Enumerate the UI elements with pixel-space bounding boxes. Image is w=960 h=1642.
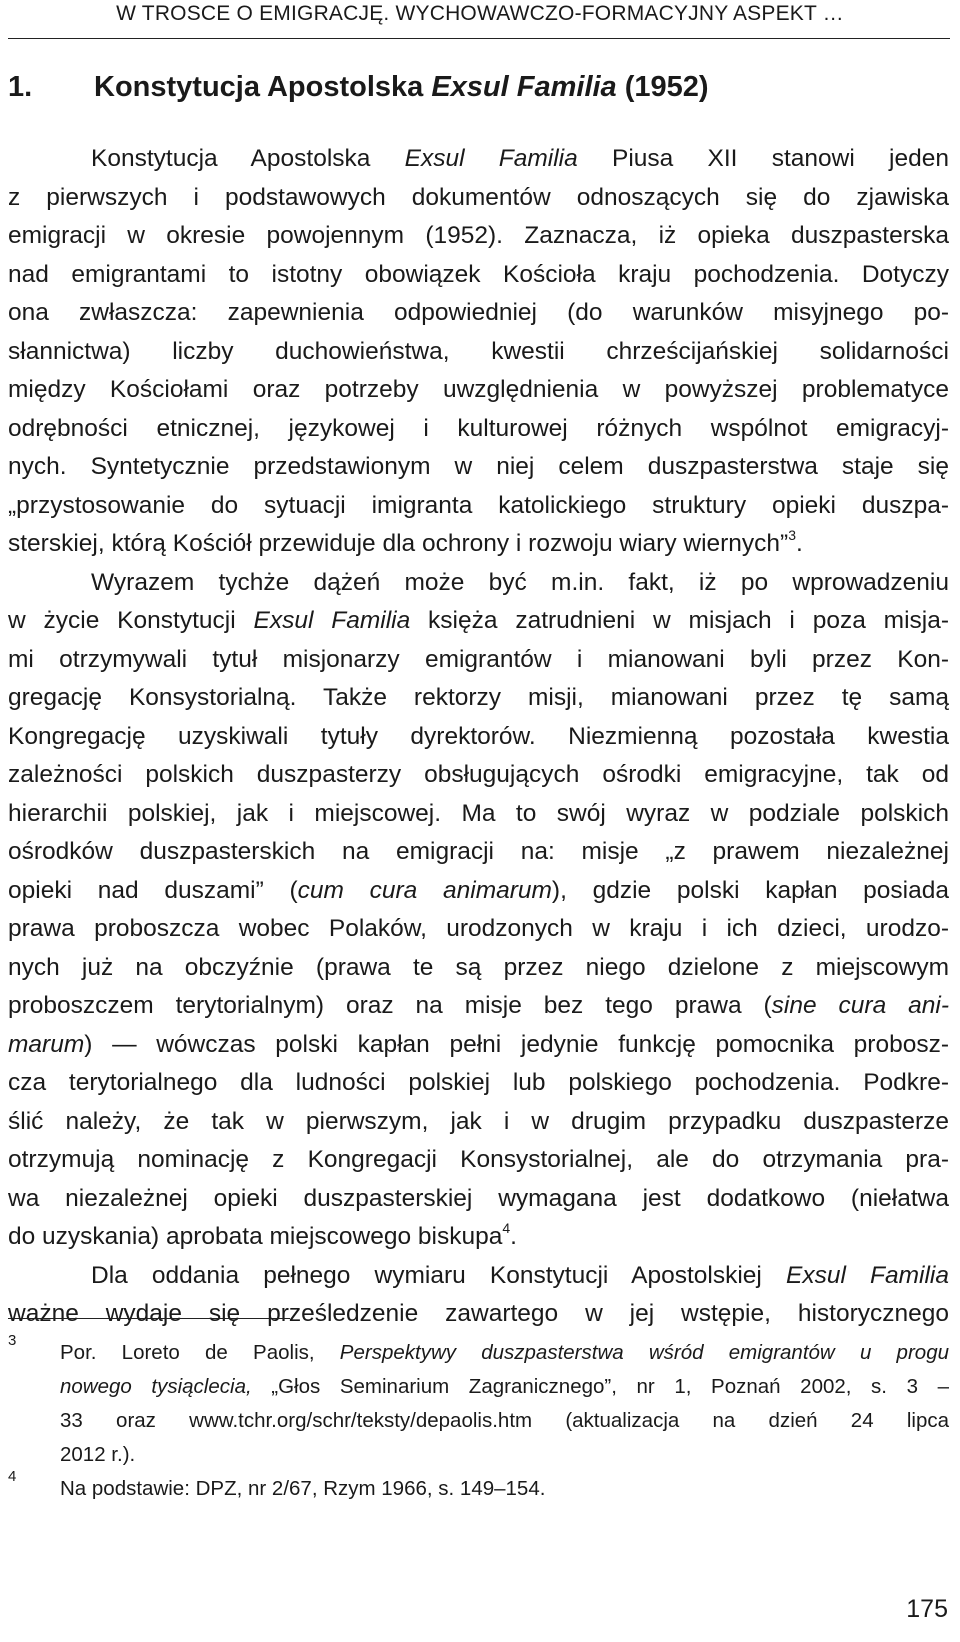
text-line <box>8 1103 949 1142</box>
italic-text: marum <box>8 1030 85 1058</box>
text-line <box>8 217 949 256</box>
paragraph-1 <box>8 140 949 564</box>
text-segment: emigracji w okresie powojennym (1952). Zaznacza, iż opieka duszpasterska <box>8 222 949 249</box>
section-title-year: (1952) <box>616 71 709 103</box>
italic-text: Perspektywy duszpasterstwa wśród emigrantów u progu <box>339 1341 949 1364</box>
text-segment: gregację Konsystorialną. Także rektorzy misji, mianowani przez tę samą <box>8 684 949 711</box>
text-line <box>60 1438 949 1472</box>
text-segment: „przystosowanie do sytuacji imigranta katolickiego struktury opieki duszpa- <box>8 491 949 519</box>
text-segment: nych. Syntetycznie przedstawionym w niej celem duszpasterstwa staje się <box>8 453 949 480</box>
text-segment: ośrodków duszpasterskich na emigracji na: misje „z prawem niezależnej <box>8 838 949 865</box>
text-segment: 2012 r.). <box>60 1443 136 1466</box>
text-segment: Na podstawie: DPZ, nr 2/67, Rzym 1966, s. 149–154. <box>60 1477 546 1500</box>
footnote-3 <box>8 1332 949 1472</box>
footnote-reference: 4 <box>502 1220 511 1236</box>
text-line <box>8 602 949 641</box>
italic-text: Exsul Familia <box>785 1261 949 1289</box>
text-line <box>8 833 949 872</box>
footnotes <box>8 1332 949 1506</box>
text-segment: nych już na obczyźnie (prawa te są przez niego dzielone z miejscowym <box>8 953 949 981</box>
text-line <box>8 256 949 295</box>
text-line <box>8 294 949 333</box>
text-segment: wa niezależnej opieki duszpasterskiej wymagana jest dodatkowo (niełatwa <box>8 1184 949 1212</box>
text-segment: zależności polskich duszpasterzy obsługujących ośrodki emigracyjne, tak od <box>8 761 949 788</box>
text-line <box>60 1404 949 1438</box>
text-line <box>8 564 949 603</box>
text-segment: Dla oddania pełnego wymiaru Konstytucji Apostolskiej <box>91 1261 786 1289</box>
text-segment: prawa proboszcza wobec Polaków, urodzonych w kraju i ich dzieci, urodzo- <box>8 915 949 942</box>
text-segment: otrzymują nominację z Kongregacji Konsystorialnej, ale do otrzymania pra- <box>8 1146 949 1173</box>
text-line <box>8 987 949 1026</box>
text-line <box>8 1295 949 1334</box>
text-line <box>8 410 949 449</box>
text-segment: ), gdzie polski kapłan posiada <box>551 876 950 904</box>
text-line <box>8 179 949 218</box>
text-segment: proboszczem terytorialnym) oraz na misje bez tego prawa ( <box>8 992 772 1019</box>
paragraph-2 <box>8 564 949 1257</box>
text-segment: mi otrzymywali tytuł misjonarzy emigrantów i mianowani byli przez Kon- <box>8 645 949 673</box>
italic-text: sine cura ani- <box>771 992 949 1019</box>
text-line <box>8 1026 949 1065</box>
section-title-text: Konstytucja Apostolska <box>94 71 432 103</box>
text-segment: cza terytorialnego dla ludności polskiej lub polskiego pochodzenia. Podkre- <box>8 1069 949 1096</box>
footnote-divider <box>8 1318 290 1319</box>
text-segment: księża zatrudnieni w misjach i poza misja- <box>410 607 949 634</box>
section-title-italic: Exsul Familia <box>431 71 617 103</box>
text-segment: w życie Konstytucji <box>8 607 254 634</box>
text-segment: nad emigrantami to istotny obowiązek Kościoła kraju pochodzenia. Dotyczy <box>8 260 949 288</box>
text-segment: Piusa XII stanowi jeden <box>577 145 949 172</box>
text-line <box>8 1141 949 1180</box>
text-segment: „Głos Seminarium Zagranicznego”, nr 1, Poznań 2002, s. 3 – <box>251 1375 949 1398</box>
body-text <box>8 140 949 1334</box>
text-line <box>8 641 949 680</box>
text-segment: ważne wydaje się prześledzenie zawartego w jej wstępie, historycznego <box>8 1300 949 1327</box>
text-line <box>8 1218 949 1257</box>
section-number: 1. <box>8 71 33 103</box>
text-segment: sterskiej, którą Kościół przewiduje dla ochrony i rozwoju wiary wiernych” <box>8 530 789 557</box>
text-segment: odrębności etnicznej, językowej i kulturowej różnych wspólnot emigracyj- <box>8 414 949 442</box>
text-line <box>8 525 949 564</box>
section-title <box>8 71 948 104</box>
text-segment: Wyrazem tychże dążeń może być m.in. fakt, iż po wprowadzeniu <box>91 568 949 596</box>
italic-text: cum cura animarum <box>297 876 552 904</box>
text-line <box>8 448 949 487</box>
text-line <box>8 333 949 372</box>
text-line <box>8 718 949 757</box>
running-header: W TROSCE O EMIGRACJĘ. WYCHOWAWCZO-FORMACYJNY ASPEKT … <box>116 2 844 25</box>
text-segment: słannictwa) liczby duchowieństwa, kwestii chrześcijańskiej solidarności <box>8 337 949 365</box>
text-segment: ślić należy, że tak w pierwszym, jak i w drugim przypadku duszpasterze <box>8 1107 949 1135</box>
footnote-4 <box>8 1468 949 1506</box>
footnote-reference: 3 <box>788 527 797 543</box>
text-line <box>8 140 949 179</box>
text-line <box>8 872 949 911</box>
text-line <box>8 1064 949 1103</box>
text-segment: 33 oraz www.tchr.org/schr/teksty/depaolis.htm (aktualizacja na dzień 24 lipca <box>60 1409 949 1432</box>
text-segment: między Kościołami oraz potrzeby uwzględnienia w powyższej problematyce <box>8 376 949 403</box>
text-line <box>8 795 949 834</box>
text-line <box>60 1370 949 1404</box>
text-segment: Konstytucja Apostolska <box>91 145 405 172</box>
text-line <box>8 756 949 795</box>
text-segment: do uzyskania) aprobata miejscowego biskupa <box>8 1223 503 1250</box>
text-segment: . <box>796 530 803 557</box>
text-segment: hierarchii polskiej, jak i miejscowej. Ma to swój wyraz w podziale polskich <box>8 799 949 827</box>
italic-text: nowego tysiąclecia, <box>60 1375 252 1398</box>
text-segment: opieki nad duszami” ( <box>8 876 298 904</box>
text-line <box>8 371 949 410</box>
italic-text: Exsul Familia <box>253 607 411 634</box>
text-line <box>8 949 949 988</box>
header-divider <box>8 38 950 39</box>
text-line <box>8 1180 949 1219</box>
page-number: 175 <box>906 1595 948 1623</box>
text-line <box>60 1472 949 1506</box>
footnote-number: 3 <box>8 1332 17 1349</box>
text-segment: ) — wówczas polski kapłan pełni jedynie funkcję pomocnika probosz- <box>84 1030 949 1058</box>
text-segment: . <box>510 1223 517 1250</box>
text-segment: z pierwszych i podstawowych dokumentów odnoszących się do zjawiska <box>8 183 949 211</box>
footnote-number: 4 <box>8 1468 17 1485</box>
italic-text: Exsul Familia <box>404 145 578 172</box>
text-line <box>8 679 949 718</box>
text-line <box>8 487 949 526</box>
text-segment: Por. Loreto de Paolis, <box>60 1341 340 1364</box>
text-segment: ona zwłaszcza: zapewnienia odpowiedniej (do warunków misyjnego po- <box>8 299 949 326</box>
text-line <box>8 910 949 949</box>
text-segment: Kongregację uzyskiwali tytuły dyrektorów. Niezmienną pozostała kwestia <box>8 722 949 750</box>
text-line <box>8 1257 949 1296</box>
paragraph-3 <box>8 1257 949 1334</box>
text-line <box>60 1336 949 1370</box>
